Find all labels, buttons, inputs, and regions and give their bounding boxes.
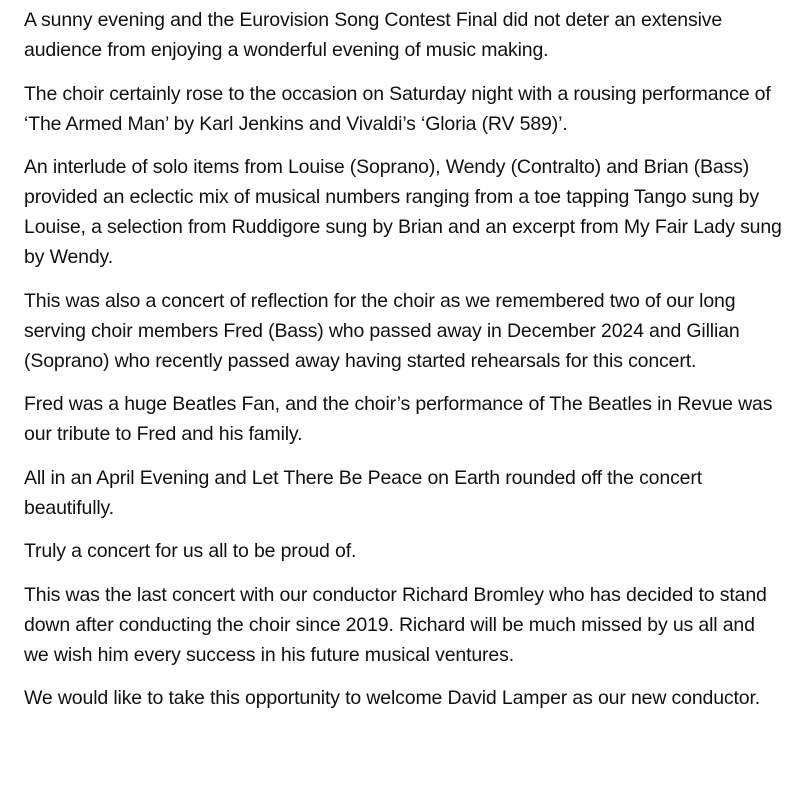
- paragraph-solo-items: An interlude of solo items from Louise (Soprano), Wendy (Contralto) and Brian (Bass) provided an eclectic mix of musical numbers ranging from a toe tapping Tango sung by Louise, a selection from Ruddigore sung by Brian and an excerpt from My Fair Lady sung by Wendy.: [24, 156, 782, 268]
- paragraph-choir-performance: The choir certainly rose to the occasion on Saturday night with a rousing performance of ‘The Armed Man’ by Karl Jenkins and Vivaldi’s ‘Gloria (RV 589)’.: [24, 82, 771, 135]
- paragraph-conductor-farewell: This was the last concert with our conductor Richard Bromley who has decided to stand down after conducting the choir since 2019. Richard will be much missed by us all and we wish him every success in his future musical ventures.: [24, 583, 767, 666]
- paragraph-opening: A sunny evening and the Eurovision Song Contest Final did not deter an extensive audience from enjoying a wonderful evening of music making.: [24, 9, 723, 61]
- paragraph-closing-pieces: All in an April Evening and Let There Be Peace on Earth rounded off the concert beautifully.: [24, 466, 702, 519]
- paragraph-proud: Truly a concert for us all to be proud of.: [24, 540, 357, 562]
- paragraph-reflection: This was also a concert of reflection for the choir as we remembered two of our long serving choir members Fred (Bass) who passed away in December 2024 and Gillian (Soprano) who recently passed away having started rehearsals for this concert.: [24, 289, 740, 372]
- paragraph-new-conductor: We would like to take this opportunity to welcome David Lamper as our new conductor.: [24, 687, 761, 709]
- paragraph-beatles-tribute: Fred was a huge Beatles Fan, and the choir’s performance of The Beatles in Revue was our tribute to Fred and his family.: [24, 393, 773, 445]
